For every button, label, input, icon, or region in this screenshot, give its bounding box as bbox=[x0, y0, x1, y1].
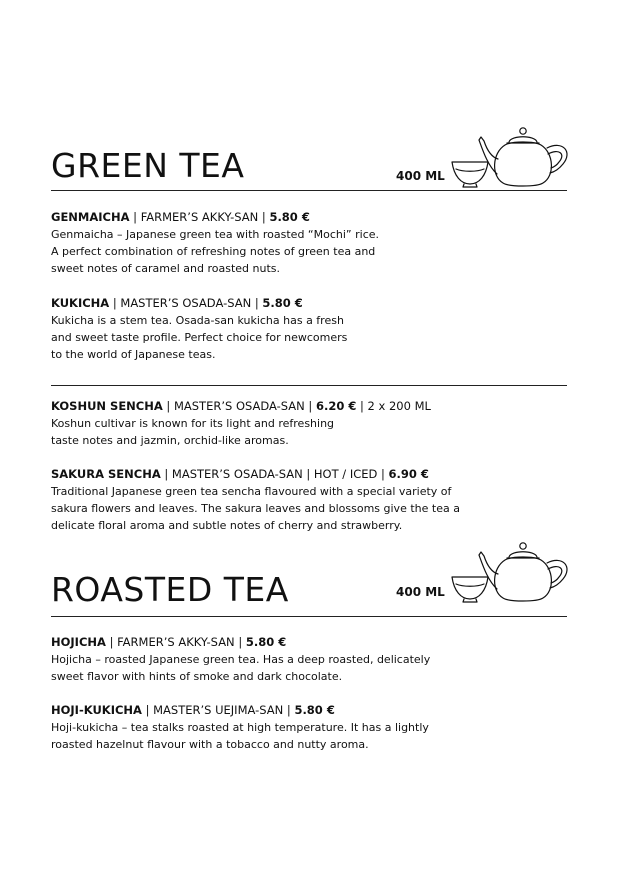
menu-item-header: KUKICHA | MASTER’S OSADA-SAN | 5.80 € bbox=[51, 296, 303, 310]
tea-price: 5.80 € bbox=[245, 635, 287, 649]
tea-name: HOJICHA bbox=[51, 635, 106, 649]
tea-farmer: MASTER’S OSADA-SAN bbox=[173, 399, 305, 413]
tea-name: HOJI-KUKICHA bbox=[51, 703, 142, 717]
tea-serving: HOT / ICED bbox=[313, 467, 378, 481]
tea-description: Genmaicha – Japanese green tea with roasted “Mochi” rice. A perfect combination of refreshing notes of green tea and sweet notes of caramel and roasted nuts. bbox=[51, 228, 380, 275]
tea-name: GENMAICHA bbox=[51, 210, 130, 224]
tea-description: Hoji-kukicha – tea stalks roasted at high temperature. It has a lightly roasted hazelnut flavour with a tobacco and nutty aroma. bbox=[51, 721, 429, 751]
tea-name: KOSHUN SENCHA bbox=[51, 399, 163, 413]
tea-price: 5.80 € bbox=[262, 296, 303, 310]
tea-farmer: FARMER’S AKKY-SAN bbox=[117, 635, 235, 649]
tea-price: 6.90 € bbox=[388, 467, 429, 481]
menu-item-header: GENMAICHA | FARMER’S AKKY-SAN | 5.80 € bbox=[51, 210, 310, 224]
tea-name: SAKURA SENCHA bbox=[51, 467, 161, 481]
item-divider bbox=[51, 385, 567, 386]
tea-price: 5.80 € bbox=[294, 703, 335, 717]
section-divider bbox=[51, 190, 567, 191]
menu-item bbox=[51, 634, 567, 685]
teapot-and-cup-icon bbox=[451, 539, 571, 605]
tea-price: 6.20 € bbox=[315, 399, 357, 413]
menu-item bbox=[51, 295, 567, 363]
tea-farmer: MASTER’S OSADA-SAN bbox=[171, 467, 303, 481]
volume-label: 400 ML bbox=[396, 169, 445, 183]
menu-item bbox=[51, 398, 567, 449]
tea-description: Hojicha – roasted Japanese green tea. Has a deep roasted, delicately sweet flavor with hints of smoke and dark chocolate. bbox=[51, 653, 431, 683]
section-divider bbox=[51, 616, 567, 617]
menu-item-header: HOJICHA | FARMER’S AKKY-SAN | 5.80 € bbox=[51, 635, 287, 649]
tea-description: Koshun cultivar is known for its light and refreshing taste notes and jazmin, orchid-like aromas. bbox=[51, 417, 335, 447]
section-title: ROASTED TEA bbox=[51, 570, 289, 609]
menu-item bbox=[51, 209, 567, 277]
tea-price: 5.80 € bbox=[269, 210, 310, 224]
menu-item bbox=[51, 702, 567, 753]
tea-name: KUKICHA bbox=[51, 296, 110, 310]
tea-serving: 2 x 200 ML bbox=[367, 399, 431, 413]
menu-item-header: HOJI-KUKICHA | MASTER’S UEJIMA-SAN | 5.80 € bbox=[51, 703, 335, 717]
volume-label: 400 ML bbox=[396, 585, 445, 599]
section-title: GREEN TEA bbox=[51, 146, 245, 185]
tea-farmer: MASTER’S OSADA-SAN bbox=[120, 296, 252, 310]
menu-item-header: SAKURA SENCHA | MASTER’S OSADA-SAN | HOT / ICED | 6.90 € bbox=[51, 467, 429, 481]
teapot-and-cup-icon bbox=[451, 124, 571, 190]
tea-description: Traditional Japanese green tea sencha flavoured with a special variety of sakura flowers and leaves. The sakura leaves and blossoms give the tea a delicate floral aroma and subtle notes of cherry and strawberry. bbox=[51, 485, 460, 532]
tea-farmer: MASTER’S UEJIMA-SAN bbox=[153, 703, 284, 717]
menu-item bbox=[51, 466, 567, 534]
tea-description: Kukicha is a stem tea. Osada-san kukicha has a fresh and sweet taste profile. Perfect choice for newcomers to the world of Japanese teas. bbox=[51, 314, 348, 361]
tea-farmer: FARMER’S AKKY-SAN bbox=[140, 210, 259, 224]
menu-item-header: KOSHUN SENCHA | MASTER’S OSADA-SAN | 6.20 € | 2 x 200 ML bbox=[51, 399, 431, 413]
